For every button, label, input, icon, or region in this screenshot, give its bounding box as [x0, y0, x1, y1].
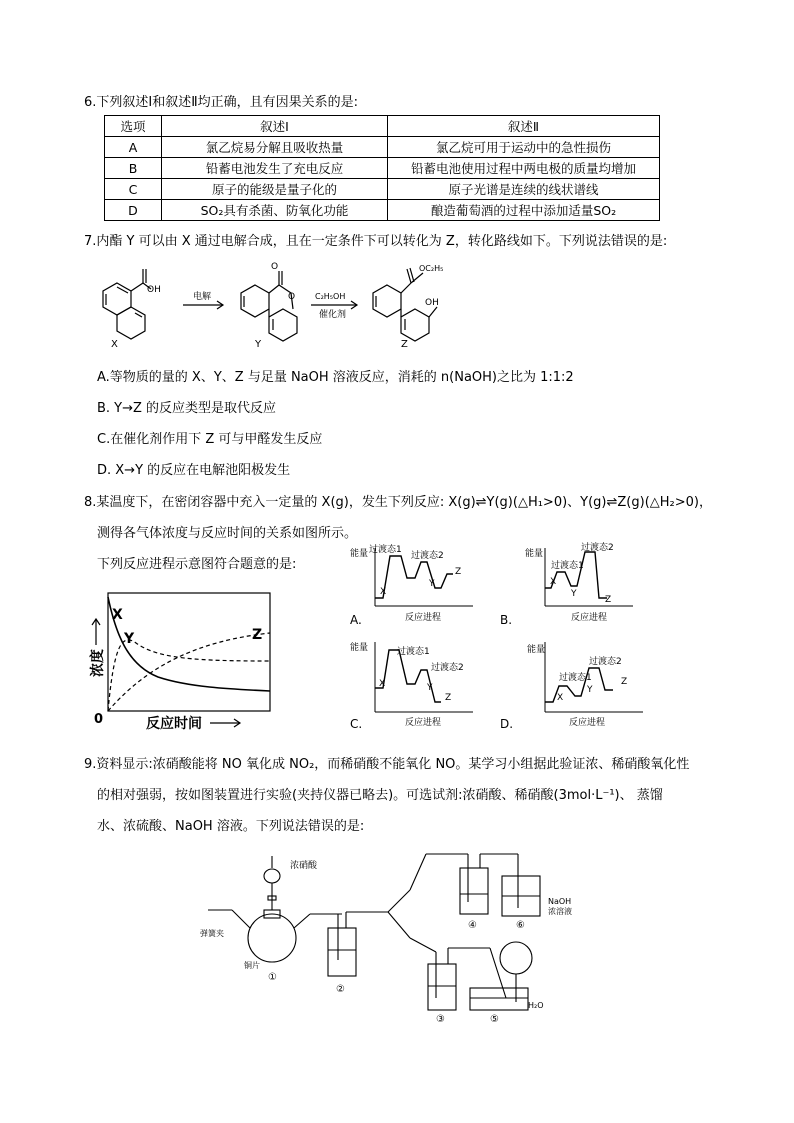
benzene-ring	[241, 285, 269, 317]
num-1: ①	[268, 972, 277, 983]
table-cell: B	[105, 158, 162, 179]
x-level-label: X	[379, 679, 386, 689]
x-axis-label: 反应时间	[146, 716, 202, 732]
table-row	[105, 200, 660, 221]
table-cell: C	[105, 179, 162, 200]
ts2-label: 过渡态2	[589, 657, 622, 667]
o-ring-label: O	[288, 292, 296, 302]
energy-label: 能量	[527, 645, 546, 655]
experimental-apparatus	[198, 838, 578, 1025]
curve-x-label: X	[112, 607, 123, 623]
y-level-label: Y	[571, 589, 577, 599]
naoh-conc-label: 浓溶液	[548, 907, 572, 916]
energy-diagram-a	[345, 538, 475, 628]
q9-stem-2: 的相对强弱，按如图装置进行实验(夹持仪器已略去)。可选试剂:浓硝酸、稀硝酸(3mol·L⁻¹)、 蒸馏	[97, 788, 663, 803]
num-4: ④	[468, 920, 477, 931]
z-level-label: Z	[445, 693, 452, 703]
oc2h5-label: OC₂H₅	[419, 264, 444, 273]
table-cell: 酿造葡萄酒的过程中添加适量SO₂	[388, 200, 660, 221]
num-3: ③	[436, 1014, 445, 1025]
q7-stem: 7.内酯 Y 可以由 X 通过电解合成，且在一定条件下可以转化为 Z，转化路线如下。下列说法错误的是:	[84, 234, 668, 249]
table-cell: 氯乙烷易分解且吸收热量	[162, 137, 388, 158]
energy-x-axis-label: 反应进程	[569, 718, 606, 728]
ts1-label: 过渡态1	[397, 647, 430, 657]
num-2: ②	[336, 984, 345, 995]
arrow1-label: 电解	[193, 292, 212, 302]
copper-label: 铜片	[244, 961, 260, 970]
num-6: ⑥	[516, 920, 525, 931]
z-label: Z	[401, 339, 408, 350]
table-row	[105, 137, 660, 158]
table-cell: 铅蓄电池使用过程中两电极的质量均增加	[388, 158, 660, 179]
table-row	[105, 179, 660, 200]
option-d-label: D.	[500, 717, 514, 731]
energy-diagram-b	[495, 538, 635, 628]
origin-label: 0	[94, 712, 104, 727]
table-header-row	[105, 116, 660, 137]
conc-nitric-label: 浓硝酸	[290, 861, 318, 871]
benzene-ring	[373, 285, 401, 317]
option-c-label: C.	[350, 717, 363, 731]
clamp-label: 弹簧夹	[200, 929, 224, 938]
curve-y-label: Y	[124, 631, 135, 647]
table-cell: 原子的能级是量子化的	[162, 179, 388, 200]
q7-option-c: C.在催化剂作用下 Z 可与甲醛发生反应	[97, 432, 323, 447]
q6-stem: 6.下列叙述Ⅰ和叙述Ⅱ均正确，且有因果关系的是:	[84, 95, 359, 110]
flask	[248, 914, 296, 962]
o-label: O	[271, 262, 279, 272]
water-label: H₂O	[528, 1001, 544, 1010]
x-label: X	[111, 339, 118, 350]
y-level-label: Y	[427, 683, 433, 693]
num-5: ⑤	[490, 1014, 499, 1025]
energy-diagram-d	[495, 640, 645, 730]
energy-x-axis-label: 反应进程	[405, 613, 442, 623]
z-level-label: Z	[605, 595, 612, 605]
q9-stem-3: 水、浓硫酸、NaOH 溶液。下列说法错误的是:	[97, 819, 365, 834]
table-cell: 氯乙烷可用于运动中的急性损伤	[388, 137, 660, 158]
energy-x-axis-label: 反应进程	[571, 613, 608, 623]
arrow2-bottom-label: 催化剂	[319, 310, 347, 320]
energy-label: 能量	[525, 549, 544, 559]
oh-label: OH	[147, 285, 161, 295]
energy-label: 能量	[350, 549, 369, 559]
y-label: Y	[255, 339, 262, 350]
table-cell: SO₂具有杀菌、防氧化功能	[162, 200, 388, 221]
ts1-label: 过渡态1	[369, 545, 402, 555]
concentration-time-chart	[88, 585, 278, 733]
option-a-label: A.	[350, 613, 362, 627]
q6-table	[104, 115, 660, 221]
benzene-ring	[117, 307, 145, 339]
y-level-label: Y	[429, 579, 435, 589]
ts2-label: 过渡态2	[581, 543, 614, 553]
q8-stem-2: 测得各气体浓度与反应时间的关系如图所示。	[97, 526, 358, 541]
energy-label: 能量	[350, 643, 369, 653]
energy-x-axis-label: 反应进程	[405, 718, 442, 728]
table-header: 叙述Ⅱ	[388, 116, 660, 137]
arrow2-top-label: C₂H₅OH	[315, 292, 346, 301]
table-cell: 铅蓄电池发生了充电反应	[162, 158, 388, 179]
table-cell: D	[105, 200, 162, 221]
ts1-label: 过渡态1	[559, 673, 592, 683]
z-level-label: Z	[621, 677, 628, 687]
curve-z-label: Z	[252, 627, 263, 643]
energy-diagram-c	[345, 640, 475, 730]
benzene-ring	[103, 283, 131, 315]
table-cell: 原子光谱是连续的线状谱线	[388, 179, 660, 200]
table-header: 选项	[105, 116, 162, 137]
z-level-label: Z	[455, 567, 462, 577]
ts2-label: 过渡态2	[431, 663, 464, 673]
q7-reaction-scheme	[95, 255, 495, 350]
q7-option-b: B. Y→Z 的反应类型是取代反应	[97, 401, 277, 416]
q8-stem-1: 8.某温度下，在密闭容器中充入一定量的 X(g)，发生下列反应: X(g)⇌Y(g)(△H₁>0)、Y(g)⇌Z(g)(△H₂>0)，	[84, 495, 712, 510]
option-b-label: B.	[500, 613, 513, 627]
curve-y	[108, 640, 270, 711]
ts2-label: 过渡态2	[411, 551, 444, 561]
ts1-label: 过渡态1	[551, 561, 584, 571]
y-axis-label: 浓度	[90, 649, 106, 677]
x-level-label: X	[380, 587, 387, 597]
table-header: 叙述Ⅰ	[162, 116, 388, 137]
table-row	[105, 158, 660, 179]
q9-stem-1: 9.资料显示:浓硝酸能将 NO 氧化成 NO₂，而稀硝酸不能氧化 NO。某学习小组据此验证浓、稀硝酸氧化性	[84, 757, 690, 772]
q8-stem-3: 下列反应进程示意图符合题意的是:	[97, 557, 297, 572]
q7-option-d: D. X→Y 的反应在电解池阳极发生	[97, 463, 291, 478]
x-level-label: X	[557, 693, 564, 703]
x-level-label: X	[550, 577, 557, 587]
q7-option-a: A.等物质的量的 X、Y、Z 与足量 NaOH 溶液反应，消耗的 n(NaOH)之比为 1:1:2	[97, 370, 574, 385]
oh-z-label: OH	[425, 298, 439, 308]
naoh-label: NaOH	[548, 897, 572, 906]
table-cell: A	[105, 137, 162, 158]
y-level-label: Y	[587, 685, 593, 695]
